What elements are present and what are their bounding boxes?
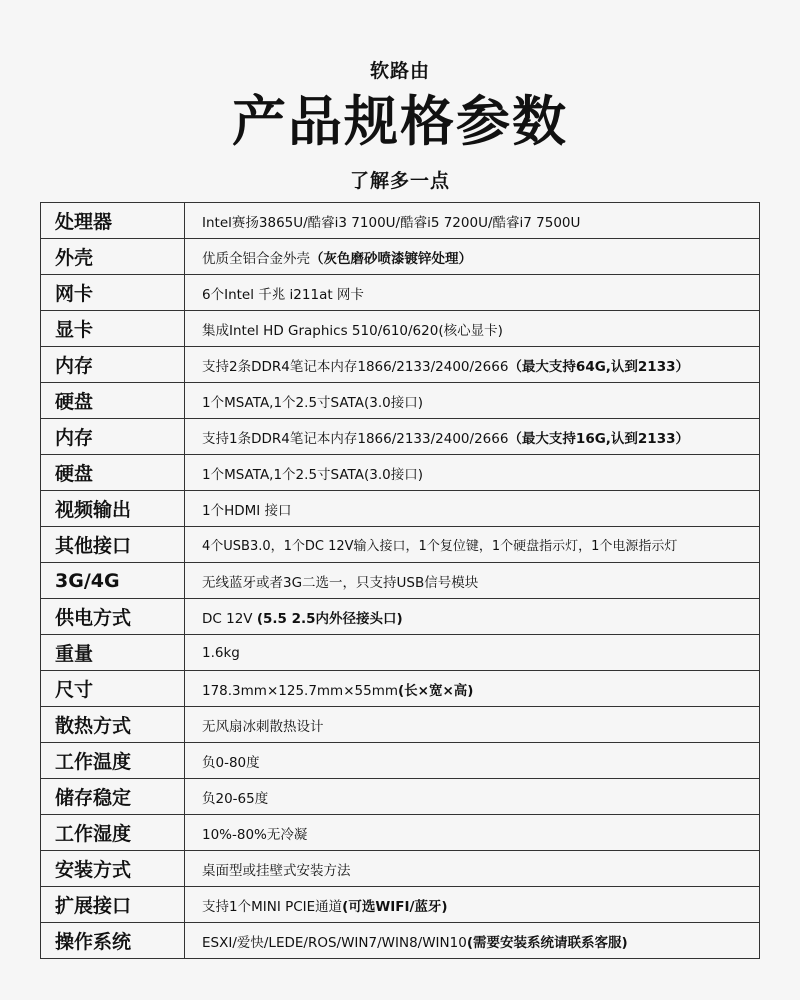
spec-value-text: Intel赛扬3865U/酷睿i3 7100U/酷睿i5 7200U/酷睿i7 7500U (202, 214, 581, 231)
spec-row (41, 239, 760, 275)
spec-row (41, 563, 760, 599)
spec-row (41, 491, 760, 527)
spec-value (185, 743, 760, 779)
spec-value (185, 239, 760, 275)
spec-value-text: 桌面型或挂壁式安装方法 (202, 862, 351, 879)
spec-value (185, 887, 760, 923)
page-title: 产品规格参数 (232, 90, 568, 153)
spec-value (185, 311, 760, 347)
page-kicker: 软路由 (369, 60, 430, 82)
spec-value-text: 集成Intel HD Graphics 510/610/620(核心显卡) (202, 322, 503, 339)
spec-row (41, 887, 760, 923)
spec-row (41, 383, 760, 419)
spec-value-text: 1.6kg (202, 644, 240, 661)
spec-row (41, 923, 760, 959)
spec-label: 储存稳定 (41, 779, 185, 815)
spec-label: 安装方式 (41, 851, 185, 887)
spec-value-note: (可选WIFI/蓝牙) (342, 898, 448, 915)
spec-row (41, 815, 760, 851)
spec-value (185, 599, 760, 635)
spec-value-text: 178.3mm×125.7mm×55mm (202, 682, 399, 699)
spec-row (41, 599, 760, 635)
spec-label: 外壳 (41, 239, 185, 275)
spec-value-text: 支持1个MINI PCIE通道 (202, 898, 343, 915)
spec-value-text: 支持2条DDR4笔记本内存1866/2133/2400/2666 (202, 358, 509, 375)
spec-value (185, 563, 760, 599)
spec-value-note: (长×宽×高) (398, 682, 474, 699)
spec-value (185, 275, 760, 311)
spec-row (41, 419, 760, 455)
spec-label: 硬盘 (41, 383, 185, 419)
spec-value (185, 383, 760, 419)
spec-row (41, 779, 760, 815)
spec-row (41, 455, 760, 491)
spec-value (185, 707, 760, 743)
spec-value-text: 支持1条DDR4笔记本内存1866/2133/2400/2666 (202, 430, 509, 447)
spec-label: 供电方式 (41, 599, 185, 635)
spec-row (41, 311, 760, 347)
spec-value-text: 负0-80度 (202, 754, 260, 771)
spec-row (41, 527, 760, 563)
spec-value-text: 优质全铝合金外壳 (202, 250, 310, 267)
spec-label: 网卡 (41, 275, 185, 311)
spec-label: 视频输出 (41, 491, 185, 527)
spec-value-text: 4个USB3.0，1个DC 12V输入接口，1个复位键，1个硬盘指示灯，1个电源指示灯 (202, 539, 678, 554)
spec-value (185, 779, 760, 815)
spec-label: 操作系统 (41, 923, 185, 959)
spec-value-text: 1个MSATA,1个2.5寸SATA(3.0接口) (202, 394, 423, 411)
page-subtitle: 了解多一点 (349, 170, 450, 192)
spec-value-text: DC 12V (202, 610, 257, 627)
spec-value (185, 815, 760, 851)
spec-label: 工作湿度 (41, 815, 185, 851)
spec-value-note: （灰色磨砂喷漆镀锌处理） (310, 250, 472, 267)
spec-row (41, 851, 760, 887)
spec-value-text: ESXI/爱快/LEDE/ROS/WIN7/WIN8/WIN10 (202, 934, 467, 951)
spec-label: 处理器 (41, 203, 185, 239)
spec-value-note: (需要安装系统请联系客服) (466, 934, 628, 951)
spec-value (185, 491, 760, 527)
spec-value (185, 671, 760, 707)
spec-label: 重量 (41, 635, 185, 671)
spec-row (41, 707, 760, 743)
spec-row (41, 203, 760, 239)
spec-label: 内存 (41, 347, 185, 383)
spec-value-text: 1个MSATA,1个2.5寸SATA(3.0接口) (202, 466, 423, 483)
spec-value (185, 419, 760, 455)
spec-value-note: (5.5 2.5内外径接头口) (256, 610, 403, 627)
spec-value (185, 923, 760, 959)
spec-value (185, 851, 760, 887)
spec-label: 扩展接口 (41, 887, 185, 923)
spec-value-text: 无风扇冰刺散热设计 (202, 718, 324, 735)
spec-value-text: 无线蓝牙或者3G二选一，只支持USB信号模块 (202, 574, 479, 591)
spec-value-text: 1个HDMI 接口 (202, 502, 292, 519)
spec-label: 内存 (41, 419, 185, 455)
spec-row (41, 635, 760, 671)
spec-label: 显卡 (41, 311, 185, 347)
spec-value-note: （最大支持16G,认到2133） (508, 430, 689, 447)
spec-label: 硬盘 (41, 455, 185, 491)
spec-value-text: 负20-65度 (202, 790, 269, 807)
spec-label: 其他接口 (41, 527, 185, 563)
spec-label: 3G/4G (41, 563, 185, 599)
spec-value (185, 455, 760, 491)
spec-row (41, 275, 760, 311)
spec-row (41, 671, 760, 707)
spec-value (185, 635, 760, 671)
spec-label: 散热方式 (41, 707, 185, 743)
spec-row (41, 743, 760, 779)
spec-value-text: 10%-80%无冷凝 (202, 826, 308, 843)
spec-value-note: （最大支持64G,认到2133） (508, 358, 689, 375)
spec-label: 工作温度 (41, 743, 185, 779)
spec-table (40, 202, 760, 959)
spec-value (185, 347, 760, 383)
spec-row (41, 347, 760, 383)
spec-value (185, 527, 760, 563)
spec-value-text: 6个Intel 千兆 i211at 网卡 (202, 286, 364, 303)
spec-value (185, 203, 760, 239)
spec-label: 尺寸 (41, 671, 185, 707)
